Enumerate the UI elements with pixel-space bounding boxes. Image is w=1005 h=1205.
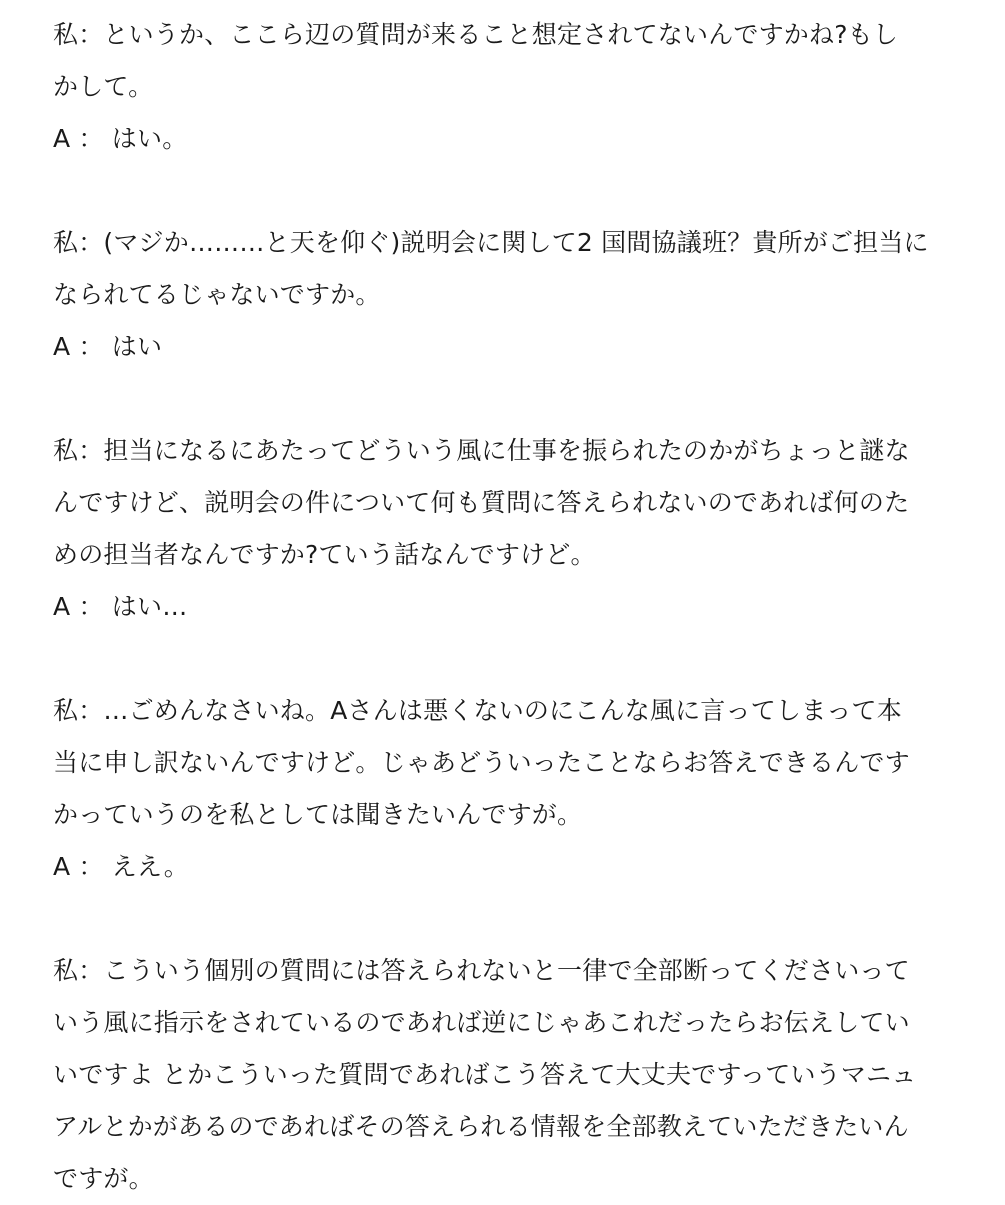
- dialogue-exchange: [53, 685, 958, 893]
- speaker-line: んですけど、説明会の件について何も質問に答えられないのであれば何のた: [53, 488, 910, 517]
- speaker-line: 私：…ごめんなさいね。Aさんは悪くないのにこんな風に言ってしまって本: [53, 696, 902, 725]
- speaker-line: かっていうのを私としては聞きたいんですが。: [53, 800, 583, 829]
- speaker-line: 私：(マジか………と天を仰ぐ)説明会に関して2 国間協議班？貴所がご担当に: [53, 228, 929, 257]
- dialogue-exchange: [53, 9, 958, 165]
- speaker-line: 私：担当になるにあたってどういう風に仕事を振られたのかがちょっと謎な: [53, 436, 910, 465]
- speaker-line: 私：こういう個別の質問には答えられないと一律で全部断ってくださいって: [53, 956, 910, 985]
- dialogue-exchange: [53, 425, 958, 633]
- reply-line: A ： はい…: [53, 592, 188, 621]
- reply-line: A ： はい: [53, 332, 163, 361]
- speaker-line: いですよ とかこういった質問であればこう答えて大丈夫ですっていうマニュ: [53, 1060, 917, 1089]
- speaker-line: めの担当者なんですか?ていう話なんですけど。: [53, 540, 596, 569]
- speaker-line: 当に申し訳ないんですけど。じゃあどういったことならお答えできるんです: [53, 748, 910, 777]
- reply-line: A ： はい。: [53, 124, 188, 153]
- reply-line: A ： ええ。: [53, 852, 189, 881]
- speaker-line: 私：というか、ここら辺の質問が来ること想定されてないんですかね?もし: [53, 20, 899, 49]
- dialogue-exchange: [53, 217, 958, 373]
- dialogue-exchange: [53, 945, 958, 1205]
- speaker-line: ですが。: [53, 1164, 154, 1193]
- speaker-line: いう風に指示をされているのであれば逆にじゃあこれだったらお伝えしてい: [53, 1008, 910, 1037]
- speaker-line: アルとかがあるのであればその答えられる情報を全部教えていただきたいん: [53, 1112, 909, 1141]
- speaker-line: かして。: [53, 72, 154, 101]
- speaker-line: なられてるじゃないですか。: [53, 280, 381, 309]
